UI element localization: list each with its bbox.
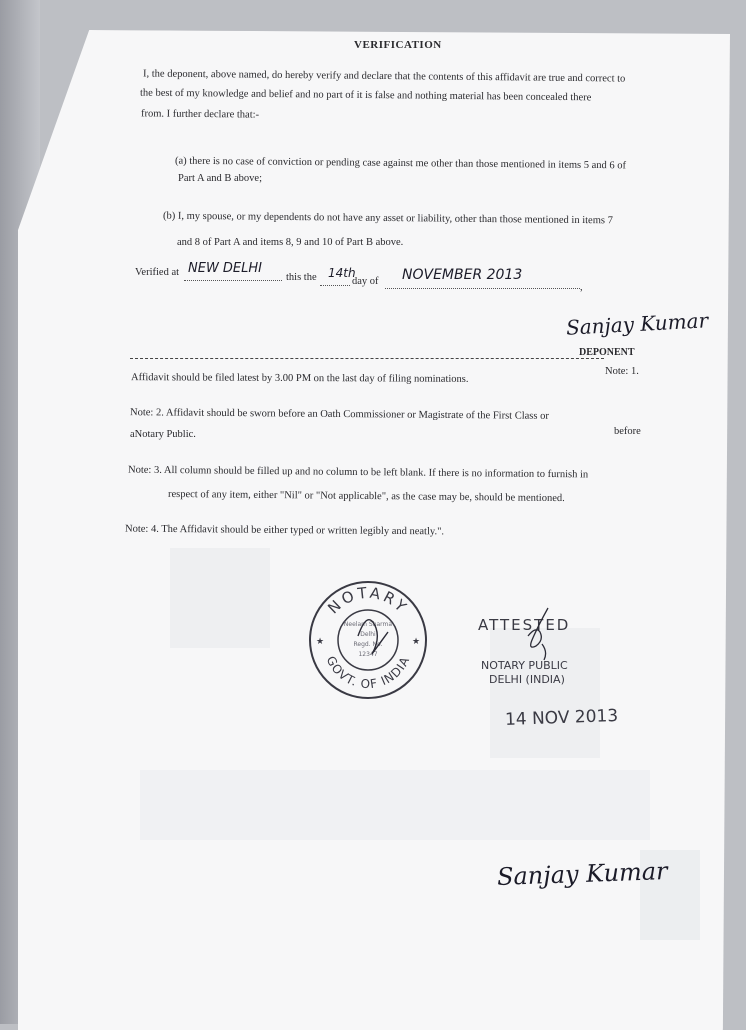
seal-regd-label: Regd. No. xyxy=(353,641,383,648)
note-2-line-2: aNotary Public. xyxy=(130,429,196,440)
place-dotted-line xyxy=(184,280,282,281)
clause-b-line-2: and 8 of Part A and items 8, 9 and 10 of Part B above. xyxy=(177,237,404,248)
note-4-text: Note: 4. The Affidavit should be either typed or written legibly and neatly.". xyxy=(124,523,445,538)
verified-place: NEW DELHI xyxy=(188,261,263,276)
verified-at-label: Verified at xyxy=(135,267,180,278)
attested-date: 14 NOV 2013 xyxy=(504,706,619,730)
svg-text:NOTARY xyxy=(324,584,412,618)
note-2-before: before xyxy=(614,426,641,437)
deponent-signature: Sanjay Kumar xyxy=(565,308,709,340)
separator-line xyxy=(130,358,604,359)
clause-a-line-2: Part A and B above; xyxy=(178,173,262,184)
bottom-signature: Sanjay Kumar xyxy=(496,857,668,891)
svg-text:GOVT. OF INDIA xyxy=(324,654,413,691)
notary-signature-icon xyxy=(518,606,566,662)
page-title: VERIFICATION xyxy=(354,39,442,51)
verified-day: 14th xyxy=(328,266,356,280)
declaration-line-3: from. I further declare that:- xyxy=(140,108,260,121)
notary-location: DELHI (INDIA) xyxy=(489,673,565,686)
month-dotted-line xyxy=(385,288,580,289)
svg-text:★: ★ xyxy=(316,636,325,646)
note-1-text: Affidavit should be filed latest by 3.00 PM on the last day of filing nominations. xyxy=(130,372,469,385)
attested-label: ATTESTED xyxy=(478,616,571,634)
note-3-line-1: Note: 3. All column should be filled up and no column to be left blank. If there is no information to furnish in xyxy=(127,464,589,481)
seal-notary-name: Neelam Sharma xyxy=(343,621,393,628)
day-of-label: day of xyxy=(352,276,379,287)
seal-regd-number: 12347 xyxy=(358,651,378,658)
note-3-line-2: respect of any item, either "Nil" or "Not applicable", as the case may be, should be mentioned. xyxy=(167,488,565,505)
verified-trailing: , xyxy=(580,282,583,293)
clause-a-line-1: (a) there is no case of conviction or pending case against me other than those mentioned in items 5 and 6 of xyxy=(174,155,627,172)
note-2-line-1: Note: 2. Affidavit should be sworn before an Oath Commissioner or Magistrate of the First Class or xyxy=(129,407,549,422)
this-the-label: this the xyxy=(286,272,317,283)
notary-public-label: NOTARY PUBLIC xyxy=(481,659,568,672)
declaration-line-2: the best of my knowledge and belief and no part of it is false and nothing material has been concealed there xyxy=(139,87,592,104)
day-dotted-line xyxy=(320,285,350,286)
clause-b-line-1: (b) I, my spouse, or my dependents do not have any asset or liability, other than those mentioned in items 7 xyxy=(162,210,613,227)
notary-seal-icon xyxy=(306,578,430,702)
verified-month-year: NOVEMBER 2013 xyxy=(402,267,523,283)
seal-city: Delhi xyxy=(360,631,376,638)
svg-text:★: ★ xyxy=(412,636,421,646)
seal-bottom-arc: GOVT. OF INDIA xyxy=(323,653,413,692)
note-1-marker: Note: 1. xyxy=(605,366,639,377)
declaration-line-1: I, the deponent, above named, do hereby verify and declare that the contents of this affidavit are true and correct to xyxy=(142,68,626,85)
seal-top-arc: NOTARY xyxy=(324,583,412,618)
deponent-label: DEPONENT xyxy=(579,347,635,358)
